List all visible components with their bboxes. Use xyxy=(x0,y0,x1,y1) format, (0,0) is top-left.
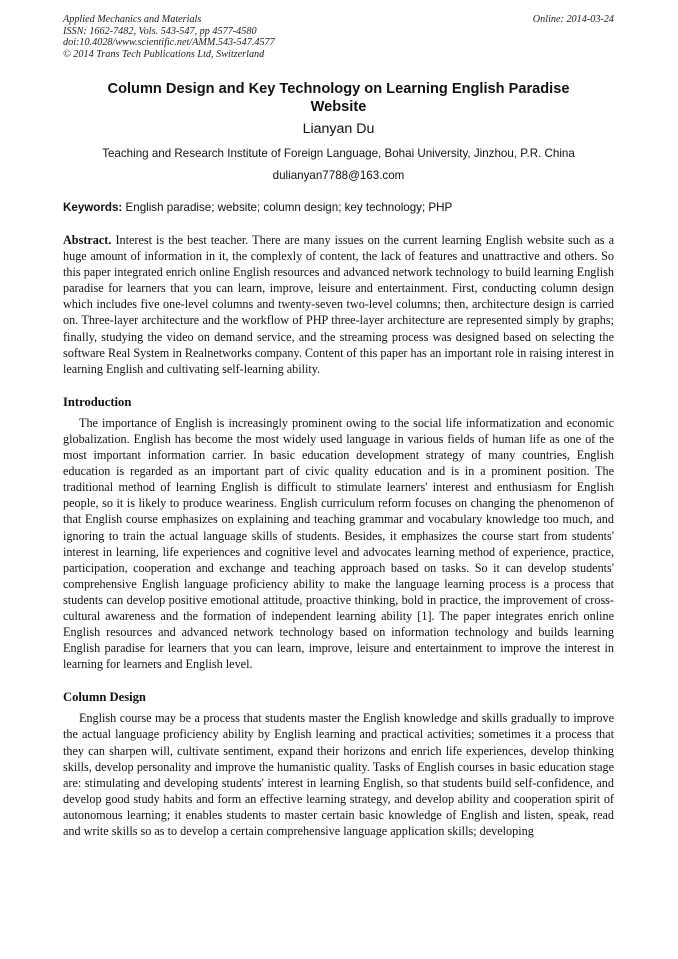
author-email: dulianyan7788@163.com xyxy=(272,169,405,182)
abstract-label: Abstract. xyxy=(63,233,112,247)
journal-name: Applied Mechanics and Materials xyxy=(63,14,202,25)
issn-line: ISSN: 1662-7482, Vols. 543-547, pp 4577-4580 xyxy=(63,25,257,37)
abstract-text: Interest is the best teacher. There are many issues on the current learning English website such as a huge amount of information in it, the complexly of content, the lack of features and unattractive and others. So this paper integrated enrich online English resources and advanced network technology to build learning English paradise for learners that you can learn, improve, leisure and entertainment. First, conducting column design which includes five one-level columns and twenty-seven two-level columns; then, architecture design is carried on. Three-layer architecture and the workflow of PHP three-layer architecture are represented simply by graphs; finally, studying the video on demand service, and the streaming process was designed based on selecting the software Real System in Realnetworks company. Content of this paper has an important role in raising interest in learning English and cultivating self-learning ability. xyxy=(63,233,615,376)
journal-header xyxy=(63,14,614,60)
keywords xyxy=(63,201,614,215)
keywords-text: English paradise; website; column design; key technology; PHP xyxy=(125,201,453,214)
keywords-label: Keywords: xyxy=(63,201,123,214)
column-design-text: English course may be a process that students master the English knowledge and skills gradually to improve the actual language proficiency ability by English learning and practical activities; sometimes it a process that they can sharpen will, cultivate sentiment, expand their horizons and enrich life experiences, develop thinking skills, develop personality and improve the humanistic quality. Tasks of English courses in basic education stage are: stimulating and developing students' interest in learning English, so that students build self-confidence, and develop good study habits and form an effective learning strategy, and develop ability and cooperation spirit of autonomous learning; it enables students to master certain basic knowledge of English and listen, speak, read and write skills so as to develop a certain comprehensive language application skills; developing xyxy=(63,711,614,838)
affiliation: Teaching and Research Institute of Foreign Language, Bohai University, Jinzhou, P.R. China xyxy=(102,147,575,160)
copyright-line: © 2014 Trans Tech Publications Ltd, Switzerland xyxy=(63,48,265,60)
doi-line: doi:10.4028/www.scientific.net/AMM.543-547.4577 xyxy=(63,37,275,48)
paper-title: Column Design and Key Technology on Learning English Paradise Website xyxy=(107,81,570,115)
abstract xyxy=(63,232,614,377)
author-name: Lianyan Du xyxy=(302,121,375,137)
introduction-heading: Introduction xyxy=(63,394,132,409)
introduction-text: The importance of English is increasingly prominent owing to the social life informatization and economic globalization. English has become the most widely used language in various fields of human life as one of the most important information carrier. In basic education development strategy of many countries, English education is regarded as an important part of civic quality education and is in a prominent position. The traditional method of learning English is difficult to stimulate learners' interest and enthusiasm for English people, so it is likely to produce weariness. English curriculum reform focuses on changing the phenomenon of that English course emphasizes on explaining and teaching grammar and vocabulary knowledge too much, and ignoring to train the actual language skills of students. Besides, it emphasizes the course start from students' interest in learning, life experiences and cognitive level and advocates learning method of experience, practice, participation, cooperation and exchange and teaching approach based on tasks. So it can develop students' comprehensive English language proficiency ability to make the language learning process is a process that students can develop positive emotional attitude, proactive thinking, bold in practice, the improvement of cross-cultural awareness and the formation of independent learning ability [1]. The paper integrates enrich online English resources and advanced network technology based on information technology and builds learning English paradise for learners that you can learn, improve, leisure and entertainment to improve the interest in learning for learners and English level. xyxy=(63,415,614,672)
online-date: Online: 2014-03-24 xyxy=(532,14,614,25)
column-design-heading: Column Design xyxy=(63,690,146,705)
